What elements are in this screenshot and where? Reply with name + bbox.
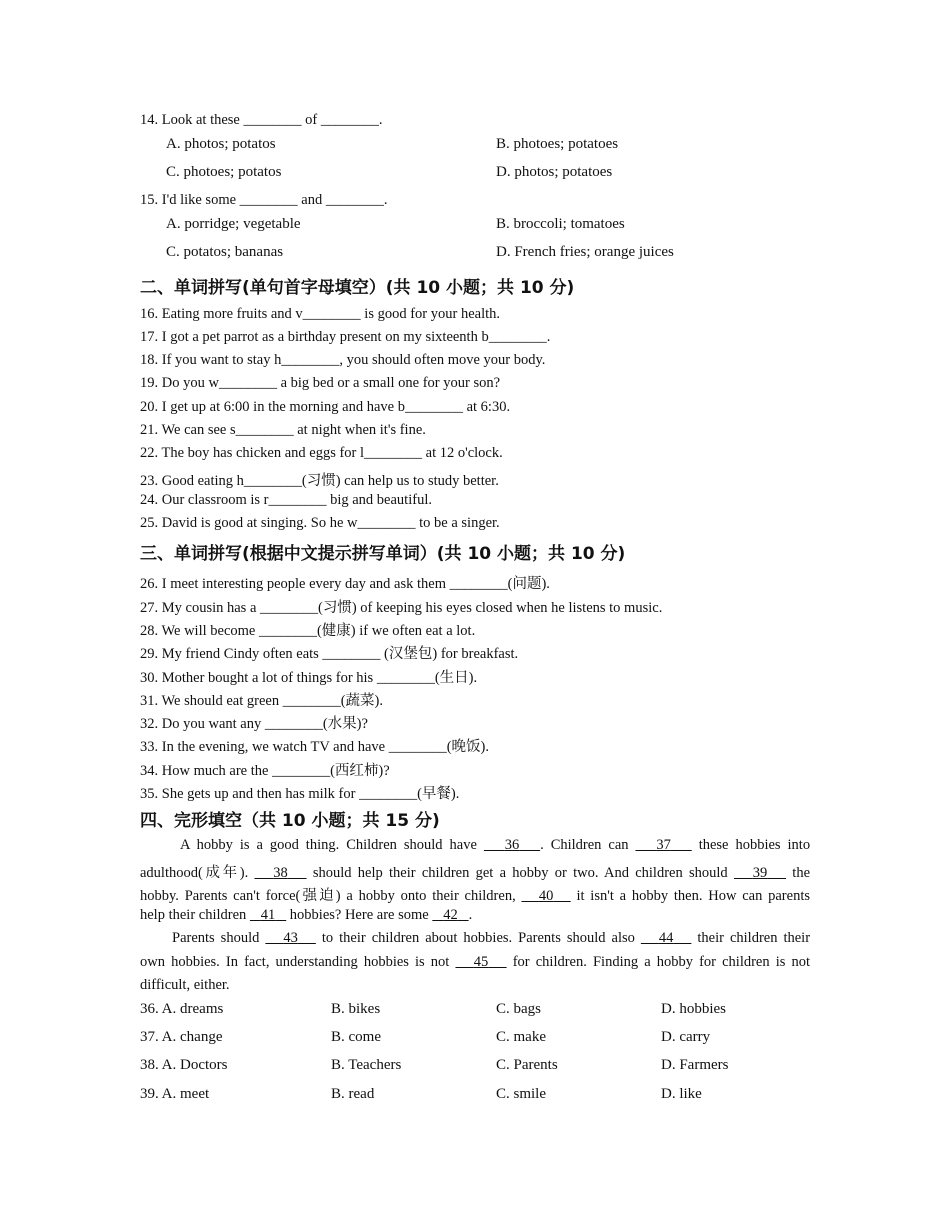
question-15-option-b: B. broccoli; tomatoes: [496, 216, 625, 232]
question-39-option-b: B. read: [331, 1086, 375, 1102]
question-29: 29. My friend Cindy often eats ________ (汉堡包) for breakfast.: [140, 646, 519, 662]
question-24: 24. Our classroom is r________ big and beautiful.: [140, 492, 432, 508]
question-36-option-d: D. hobbies: [661, 1001, 726, 1017]
question-28: 28. We will become ________(健康) if we often eat a lot.: [140, 623, 476, 639]
question-25: 25. David is good at singing. So he w________ to be a singer.: [140, 515, 500, 531]
blank-39: 39: [752, 865, 768, 881]
blank-41: 41: [260, 907, 276, 923]
question-33: 33. In the evening, we watch TV and have ________(晚饭).: [140, 739, 489, 755]
question-37-option-b: B. come: [331, 1029, 381, 1045]
question-36-option-c: C. bags: [496, 1001, 541, 1017]
blank-38: 38: [273, 865, 288, 881]
question-39-option-d: D. like: [661, 1086, 702, 1102]
question-23: 23. Good eating h________(习惯) can help us to study better.: [140, 473, 499, 489]
cloze-line: own hobbies. In fact, understanding hobbies is not 45 for children. Finding a hobby for children is not: [140, 954, 811, 970]
blank-40: 40: [538, 888, 554, 904]
question-18: 18. If you want to stay h________, you should often move your body.: [140, 352, 546, 368]
question-14-option-d: D. photos; potatoes: [496, 164, 613, 180]
question-39-option-a: 39. A. meet: [140, 1086, 210, 1102]
question-19: 19. Do you w________ a big bed or a small one for your son?: [140, 375, 501, 391]
question-37-option-a: 37. A. change: [140, 1029, 223, 1045]
question-38-option-d: D. Farmers: [661, 1057, 729, 1073]
cloze-line: hobby. Parents can't force(强迫) a hobby onto their children, 40 it isn't a hobby then. How can parents: [140, 888, 810, 904]
question-15-option-c: C. potatos; bananas: [166, 244, 284, 260]
question-14-option-c: C. photoes; potatos: [166, 164, 282, 180]
section-3-heading: 三、单词拼写(根据中文提示拼写单词）(共 10 小题；共 10 分): [140, 544, 626, 564]
question-31: 31. We should eat green ________(蔬菜).: [140, 693, 384, 709]
section-2-heading: 二、单词拼写(单句首字母填空）(共 10 小题；共 10 分): [140, 278, 575, 298]
cloze-line: A hobby is a good thing. Children should have 36 . Children can 37 these hobbies into: [180, 837, 811, 853]
question-15-stem: 15. I'd like some ________ and ________.: [140, 192, 388, 208]
question-37-option-d: D. carry: [661, 1029, 711, 1045]
question-36-option-a: 36. A. dreams: [140, 1001, 224, 1017]
question-37-option-c: C. make: [496, 1029, 546, 1045]
question-20: 20. I get up at 6:00 in the morning and have b________ at 6:30.: [140, 399, 511, 415]
question-14-option-a: A. photos; potatos: [166, 136, 276, 152]
question-30: 30. Mother bought a lot of things for his ________(生日).: [140, 670, 478, 686]
blank-37: 37: [656, 837, 671, 853]
question-17: 17. I got a pet parrot as a birthday present on my sixteenth b________.: [140, 329, 551, 345]
blank-42: 42: [443, 907, 458, 923]
question-27: 27. My cousin has a ________(习惯) of keeping his eyes closed when he listens to music.: [140, 600, 663, 616]
section-4-heading: 四、完形填空（共 10 小题；共 15 分): [140, 811, 440, 831]
cloze-line: adulthood(成年). 38 should help their children get a hobby or two. And children should 39 the: [140, 865, 811, 881]
question-35: 35. She gets up and then has milk for ________(早餐).: [140, 786, 460, 802]
question-14-stem: 14. Look at these ________ of ________.: [140, 112, 383, 128]
blank-43: 43: [283, 930, 298, 946]
question-22: 22. The boy has chicken and eggs for l________ at 12 o'clock.: [140, 445, 503, 461]
blank-45: 45: [473, 954, 489, 970]
question-38-option-c: C. Parents: [496, 1057, 558, 1073]
cloze-line: difficult, either.: [140, 977, 230, 993]
question-15-option-a: A. porridge; vegetable: [166, 216, 301, 232]
cloze-line: Parents should 43 to their children about hobbies. Parents should also 44 their children their: [172, 930, 811, 946]
question-32: 32. Do you want any ________(水果)?: [140, 716, 368, 732]
cloze-line: help their children 41 hobbies? Here are some 42 .: [140, 907, 473, 923]
question-39-option-c: C. smile: [496, 1086, 547, 1102]
question-38-option-b: B. Teachers: [331, 1057, 402, 1073]
question-38-option-a: 38. A. Doctors: [140, 1057, 228, 1073]
question-34: 34. How much are the ________(西红柿)?: [140, 763, 390, 779]
blank-36: 36: [504, 837, 520, 853]
question-15-option-d: D. French fries; orange juices: [496, 244, 674, 260]
question-16: 16. Eating more fruits and v________ is good for your health.: [140, 306, 501, 322]
blank-44: 44: [658, 930, 674, 946]
question-21: 21. We can see s________ at night when it's fine.: [140, 422, 426, 438]
question-36-option-b: B. bikes: [331, 1001, 381, 1017]
question-14-option-b: B. photoes; potatoes: [496, 136, 619, 152]
question-26: 26. I meet interesting people every day and ask them ________(问题).: [140, 576, 550, 592]
